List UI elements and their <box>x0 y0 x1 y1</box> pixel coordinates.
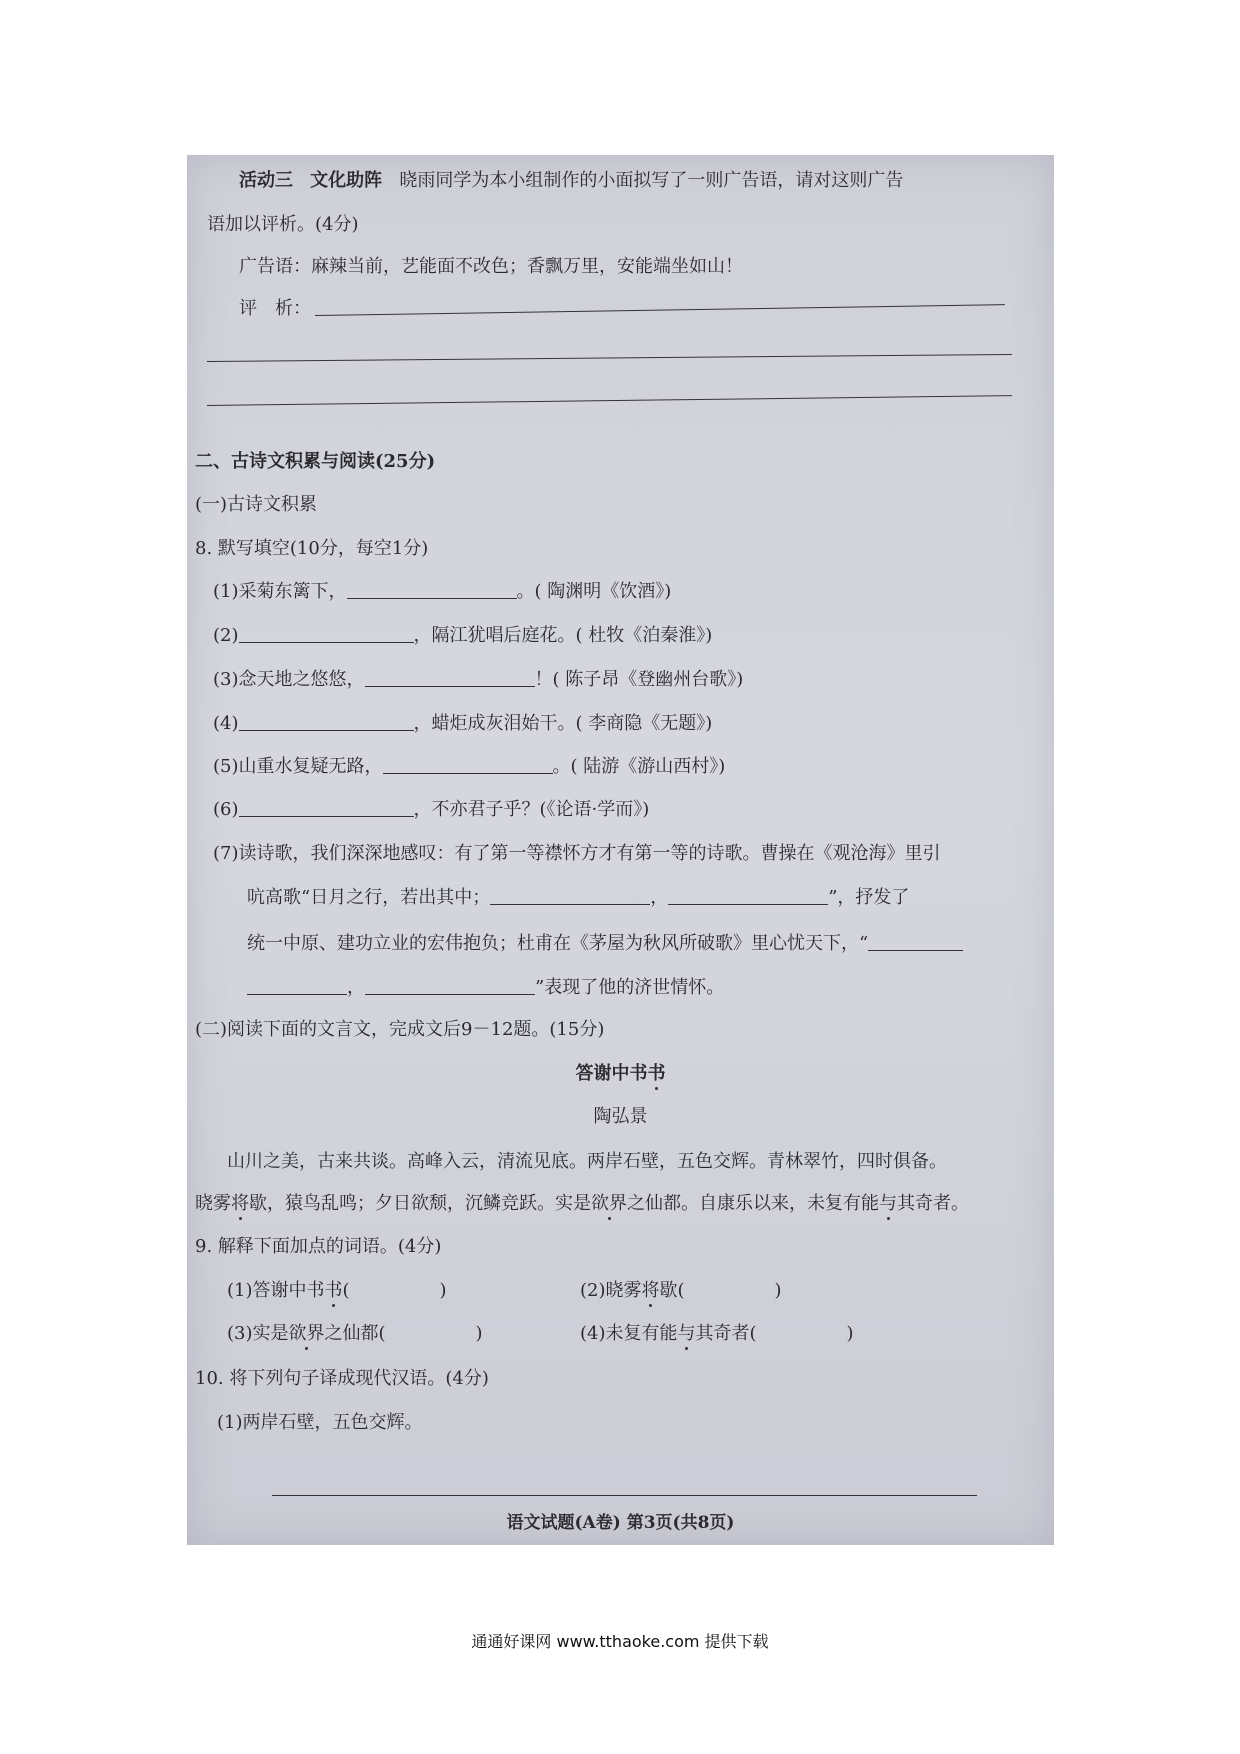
q8-item-4 <box>213 712 712 736</box>
q9-i4-paren[interactable]: 其奇者( ) <box>695 1323 854 1344</box>
q9-i1-dotted: 书 <box>324 1280 343 1301</box>
q9-i4-text: (4)未复有能 <box>580 1323 678 1344</box>
review-label: 评 析： <box>239 298 311 319</box>
fill-blank[interactable] <box>347 580 517 599</box>
q8-i7-comma-2: ， <box>347 977 365 998</box>
q8-i7-text-c: ”，抒发了 <box>828 887 910 908</box>
q9-item-4 <box>580 1322 854 1346</box>
activity3-prompt-b: 语加以评析。(4分) <box>207 214 359 235</box>
q8-i7-text-3: 统一中原、建功立业的宏伟抱负；杜甫在《茅屋为秋风所破歌》里心忧天下，“ <box>247 933 869 954</box>
answer-line <box>315 304 1005 316</box>
fill-blank[interactable] <box>668 886 828 905</box>
q8-i3-text: (3)念天地之悠悠， <box>213 669 365 690</box>
activity3-prompt-a: 晓雨同学为本小组制作的小面拟写了一则广告语，请对这则广告 <box>399 170 904 191</box>
q8-title: 8. 默写填空(10分，每空1分) <box>195 538 429 559</box>
q9-item-1 <box>227 1279 447 1303</box>
q9-i2-text: (2)晓雾 <box>580 1280 642 1301</box>
essay-author: 陶弘景 <box>593 1106 648 1127</box>
answer-line <box>207 354 1012 362</box>
essay-title <box>187 1062 1054 1086</box>
q8-i7-text-4: ”表现了他的济世情怀。 <box>535 977 725 998</box>
essay-title-text: 答谢中书 <box>575 1063 648 1084</box>
essay-p2-dotted: 欲界 <box>591 1193 627 1214</box>
q8-item-5 <box>213 755 725 779</box>
q9-i4-dotted: 与 <box>677 1323 696 1344</box>
q8-i2-text: ，隔江犹唱后庭花。( 杜牧《泊秦淮》) <box>413 625 713 646</box>
q9-i3-text: (3)实是 <box>227 1323 289 1344</box>
activity3-title: 文化助阵 <box>310 170 383 191</box>
q8-item-7-line3 <box>247 932 963 956</box>
q8-i1-text: (1)采菊东篱下， <box>213 581 347 602</box>
q8-i6-text: ，不亦君子乎？(《论语·学而》) <box>413 799 650 820</box>
fill-blank[interactable] <box>247 976 347 995</box>
essay-title-dotted: 书 <box>647 1063 666 1084</box>
fill-blank[interactable] <box>239 798 414 817</box>
q8-item-7-line4 <box>247 976 724 1000</box>
q8-i3-source: ！( 陈子昂《登幽州台歌》) <box>534 669 744 690</box>
q9-i3-dotted: 欲界 <box>288 1323 325 1344</box>
q9-i1-paren[interactable]: ( ) <box>342 1280 447 1301</box>
q9-i3-paren[interactable]: 之仙都( ) <box>324 1323 483 1344</box>
essay-paragraph-2 <box>195 1192 969 1216</box>
q9-i2-dotted: 将 <box>641 1280 660 1301</box>
answer-line <box>272 1495 977 1496</box>
q8-i2-num: (2) <box>213 625 239 646</box>
q8-item-6 <box>213 798 649 822</box>
essay-p2-dotted: 与 <box>879 1193 897 1214</box>
q9-item-3 <box>227 1322 483 1346</box>
q8-item-1 <box>213 580 671 604</box>
scanned-exam-page <box>187 155 1054 1545</box>
fill-blank[interactable] <box>383 755 553 774</box>
q8-item-2 <box>213 624 712 648</box>
fill-blank[interactable] <box>239 624 414 643</box>
fill-blank[interactable] <box>868 932 963 951</box>
q8-item-7-line1: (7)读诗歌，我们深深地感叹：有了第一等襟怀方才有第一等的诗歌。曹操在《观沧海》里引 <box>213 843 941 864</box>
q8-i4-num: (4) <box>213 713 239 734</box>
q10-item-1: (1)两岸石壁，五色交辉。 <box>217 1412 423 1433</box>
q9-title: 9. 解释下面加点的词语。(4分) <box>195 1236 442 1257</box>
q10-title: 10. 将下列句子译成现代汉语。(4分) <box>195 1368 489 1389</box>
download-caption: 通通好课网 www.tthaoke.com 提供下载 <box>471 1632 769 1651</box>
q8-i7-text-a: 吭高歌“日月之行，若出其中； <box>247 887 491 908</box>
essay-p2-text: 晓雾 <box>195 1193 231 1214</box>
q8-i1-source: 。( 陶渊明《饮酒》) <box>516 581 672 602</box>
essay-paragraph-1: 山川之美，古来共谈。高峰入云，清流见底。两岸石壁，五色交辉。青林翠竹，四时俱备。 <box>227 1151 947 1172</box>
section2-sub1: (一)古诗文积累 <box>195 494 318 515</box>
q8-i5-source: 。( 陆游《游山西村》) <box>552 756 726 777</box>
q8-item-7-line2 <box>247 886 909 910</box>
q8-i5-text: (5)山重水复疑无路， <box>213 756 383 777</box>
fill-blank[interactable] <box>365 668 535 687</box>
q8-i7-comma: ， <box>650 887 669 908</box>
section2-title: 二、古诗文积累与阅读(25分) <box>195 451 436 472</box>
activity3-prompt <box>239 169 903 193</box>
answer-line <box>207 395 1012 406</box>
fill-blank[interactable] <box>490 886 650 905</box>
q9-item-2 <box>580 1279 782 1303</box>
page-footer: 语文试题(A卷) 第3页(共8页) <box>506 1513 735 1533</box>
q8-item-3 <box>213 668 743 692</box>
q9-i1-text: (1)答谢中书 <box>227 1280 325 1301</box>
activity3-label: 活动三 <box>239 170 293 191</box>
ad-slogan: 广告语：麻辣当前，艺能面不改色；香飘万里，安能端坐如山！ <box>239 256 743 277</box>
fill-blank[interactable] <box>239 712 414 731</box>
essay-p2-text: 歇，猿鸟乱鸣；夕日欲颓，沉鳞竞跃。实是 <box>249 1193 591 1214</box>
q8-i4-text: ，蜡炬成灰泪始干。( 李商隐《无题》) <box>413 713 713 734</box>
fill-blank[interactable] <box>365 976 535 995</box>
section2-sub2: (二)阅读下面的文言文，完成文后9－12题。(15分) <box>195 1019 605 1040</box>
essay-p2-text: 其奇者。 <box>897 1193 969 1214</box>
essay-p2-dotted: 将 <box>231 1193 249 1214</box>
q8-i6-num: (6) <box>213 799 239 820</box>
q9-i2-paren[interactable]: 歇( ) <box>659 1280 782 1301</box>
essay-p2-text: 之仙都。自康乐以来，未复有能 <box>627 1193 879 1214</box>
